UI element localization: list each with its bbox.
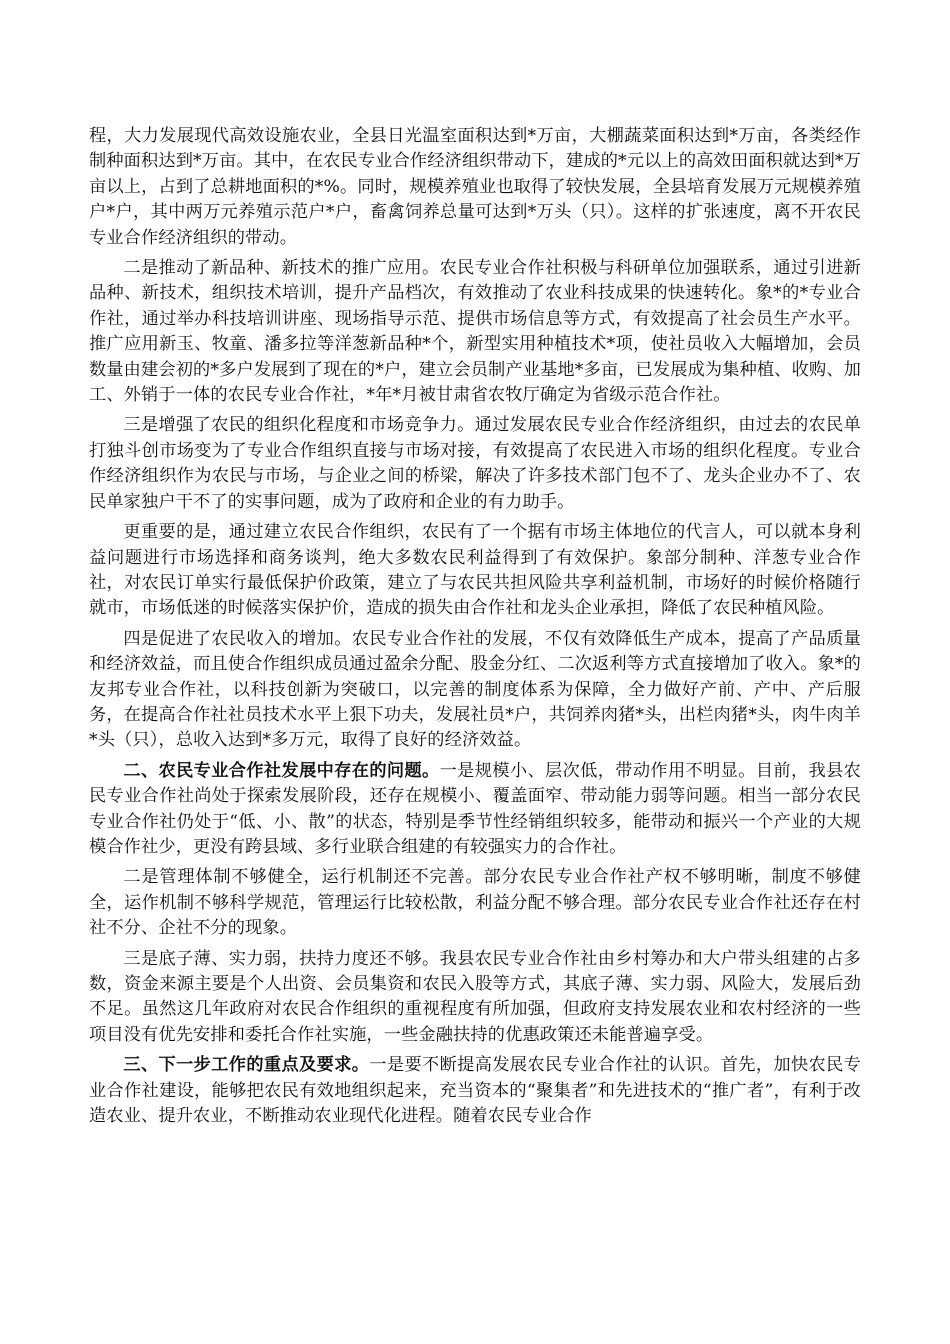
paragraph-text: 一是规模小、层次低，带动作用不明显。目前，我县农民专业合作社尚处于探索发展阶段，还存在规模小、覆盖面窄、带动能力弱等问题。相当一部分农民专业合作社仍处于“低、小、散”的状态，特别是季节性经销组织较多，能带动和振兴一个产业的大规模合作社少，更没有跨县域、多行业联合组建的有较强实力的合作社。: [89, 760, 861, 857]
paragraph-1: [89, 124, 861, 251]
paragraph-4: [89, 520, 861, 622]
document-body: [89, 124, 861, 1134]
section-heading-problems: 二、农民专业合作社发展中存在的问题。: [123, 760, 440, 781]
paragraph-text: 二是管理体制不够健全，运行机制还不完善。部分农民专业合作社产权不够明晰，制度不够健全，运作机制不够科学规范，管理运行比较松散，利益分配不够合理。部分农民专业合作社还存在村社不分、企社不分的现象。: [89, 867, 861, 939]
paragraph-6: [89, 759, 861, 861]
paragraph-2: [89, 256, 861, 408]
paragraph-text: 三是底子薄、实力弱，扶持力度还不够。我县农民专业合作社由乡村筹办和大户带头组建的占多数，资金来源主要是个人出资、会员集资和农民入股等方式，其底子薄、实力弱、风险大，发展后劲不足。虽然这几年政府对农民合作组织的重视程度有所加强，但政府支持发展农业和农村经济的一些项目没有优先安排和委托合作社实施，一些金融扶持的优惠政策还未能普遍享受。: [89, 948, 861, 1045]
paragraph-9: [89, 1053, 861, 1129]
paragraph-8: [89, 947, 861, 1049]
paragraph-text: 二是推动了新品种、新技术的推广应用。农民专业合作社积极与科研单位加强联系，通过引进新品种、新技术，组织技术培训，提升产品档次，有效推动了农业科技成果的快速转化。象*的*专业合作社，通过举办科技培训讲座、现场指导示范、提供市场信息等方式，有效提高了社会员生产水平。推广应用新玉、牧童、潘多拉等洋葱新品种*个，新型实用种植技术*项，使社员收入大幅增加，会员数量由建会初的*多户发展到了现在的*户，建立会员制产业基地*多亩，已发展成为集种植、收购、加工、外销于一体的农民专业合作社，*年*月被甘肃省农牧厅确定为省级示范合作社。: [89, 258, 861, 406]
paragraph-7: [89, 865, 861, 941]
paragraph-text: 程，大力发展现代高效设施农业，全县日光温室面积达到*万亩，大棚蔬菜面积达到*万亩，各类经作制种面积达到*万亩。其中，在农民专业合作经济组织带动下，建成的*元以上的高效田面积就达到*万亩以上，占到了总耕地面积的*%。同时，规模养殖业也取得了较快发展，全县培育发展万元规模养殖户*户，其中两万元养殖示范户*户，畜禽饲养总量可达到*万头（只）。这样的扩张速度，离不开农民专业合作经济组织的带动。: [89, 126, 861, 248]
paragraph-text: 一是要不断提高发展农民专业合作社的认识。首先，加快农民专业合作社建设，能够把农民有效地组织起来，充当资本的“聚集者”和先进技术的“推广者”，有利于改造农业、提升农业，不断推动农业现代化进程。随着农民专业合作: [89, 1055, 862, 1127]
paragraph-text: 更重要的是，通过建立农民合作组织，农民有了一个据有市场主体地位的代言人，可以就本身利益问题进行市场选择和商务谈判，绝大多数农民利益得到了有效保护。象部分制种、洋葱专业合作社，对农民订单实行最低保护价政策，建立了与农民共担风险共享利益机制，市场好的时候价格随行就市，市场低迷的时候落实保护价，造成的损失由合作社和龙头企业承担，降低了农民种植风险。: [89, 522, 861, 619]
paragraph-3: [89, 413, 861, 515]
section-heading-next-steps: 三、下一步工作的重点及要求。: [123, 1055, 370, 1076]
paragraph-text: 四是促进了农民收入的增加。农民专业合作社的发展，不仅有效降低生产成本，提高了产品质量和经济效益，而且使合作组织成员通过盈余分配、股金分红、二次返利等方式直接增加了收入。象*的友邦专业合作社，以科技创新为突破口，以完善的制度体系为保障，全力做好产前、产中、产后服务，在提高合作社社员技术水平上狠下功夫，发展社员*户，共饲养肉猪*头，出栏肉猪*头，肉牛肉羊*头（只），总收入达到*多万元，取得了良好的经济效益。: [89, 628, 861, 751]
paragraph-text: 三是增强了农民的组织化程度和市场竞争力。通过发展农民专业合作经济组织，由过去的农民单打独斗创市场变为了专业合作组织直接与市场对接，有效提高了农民进入市场的组织化程度。专业合作经济组织作为农民与市场，与企业之间的桥梁，解决了许多技术部门包不了、龙头企业办不了、农民单家独户干不了的实事问题，成为了政府和企业的有力助手。: [89, 415, 861, 512]
paragraph-5: [89, 627, 861, 754]
